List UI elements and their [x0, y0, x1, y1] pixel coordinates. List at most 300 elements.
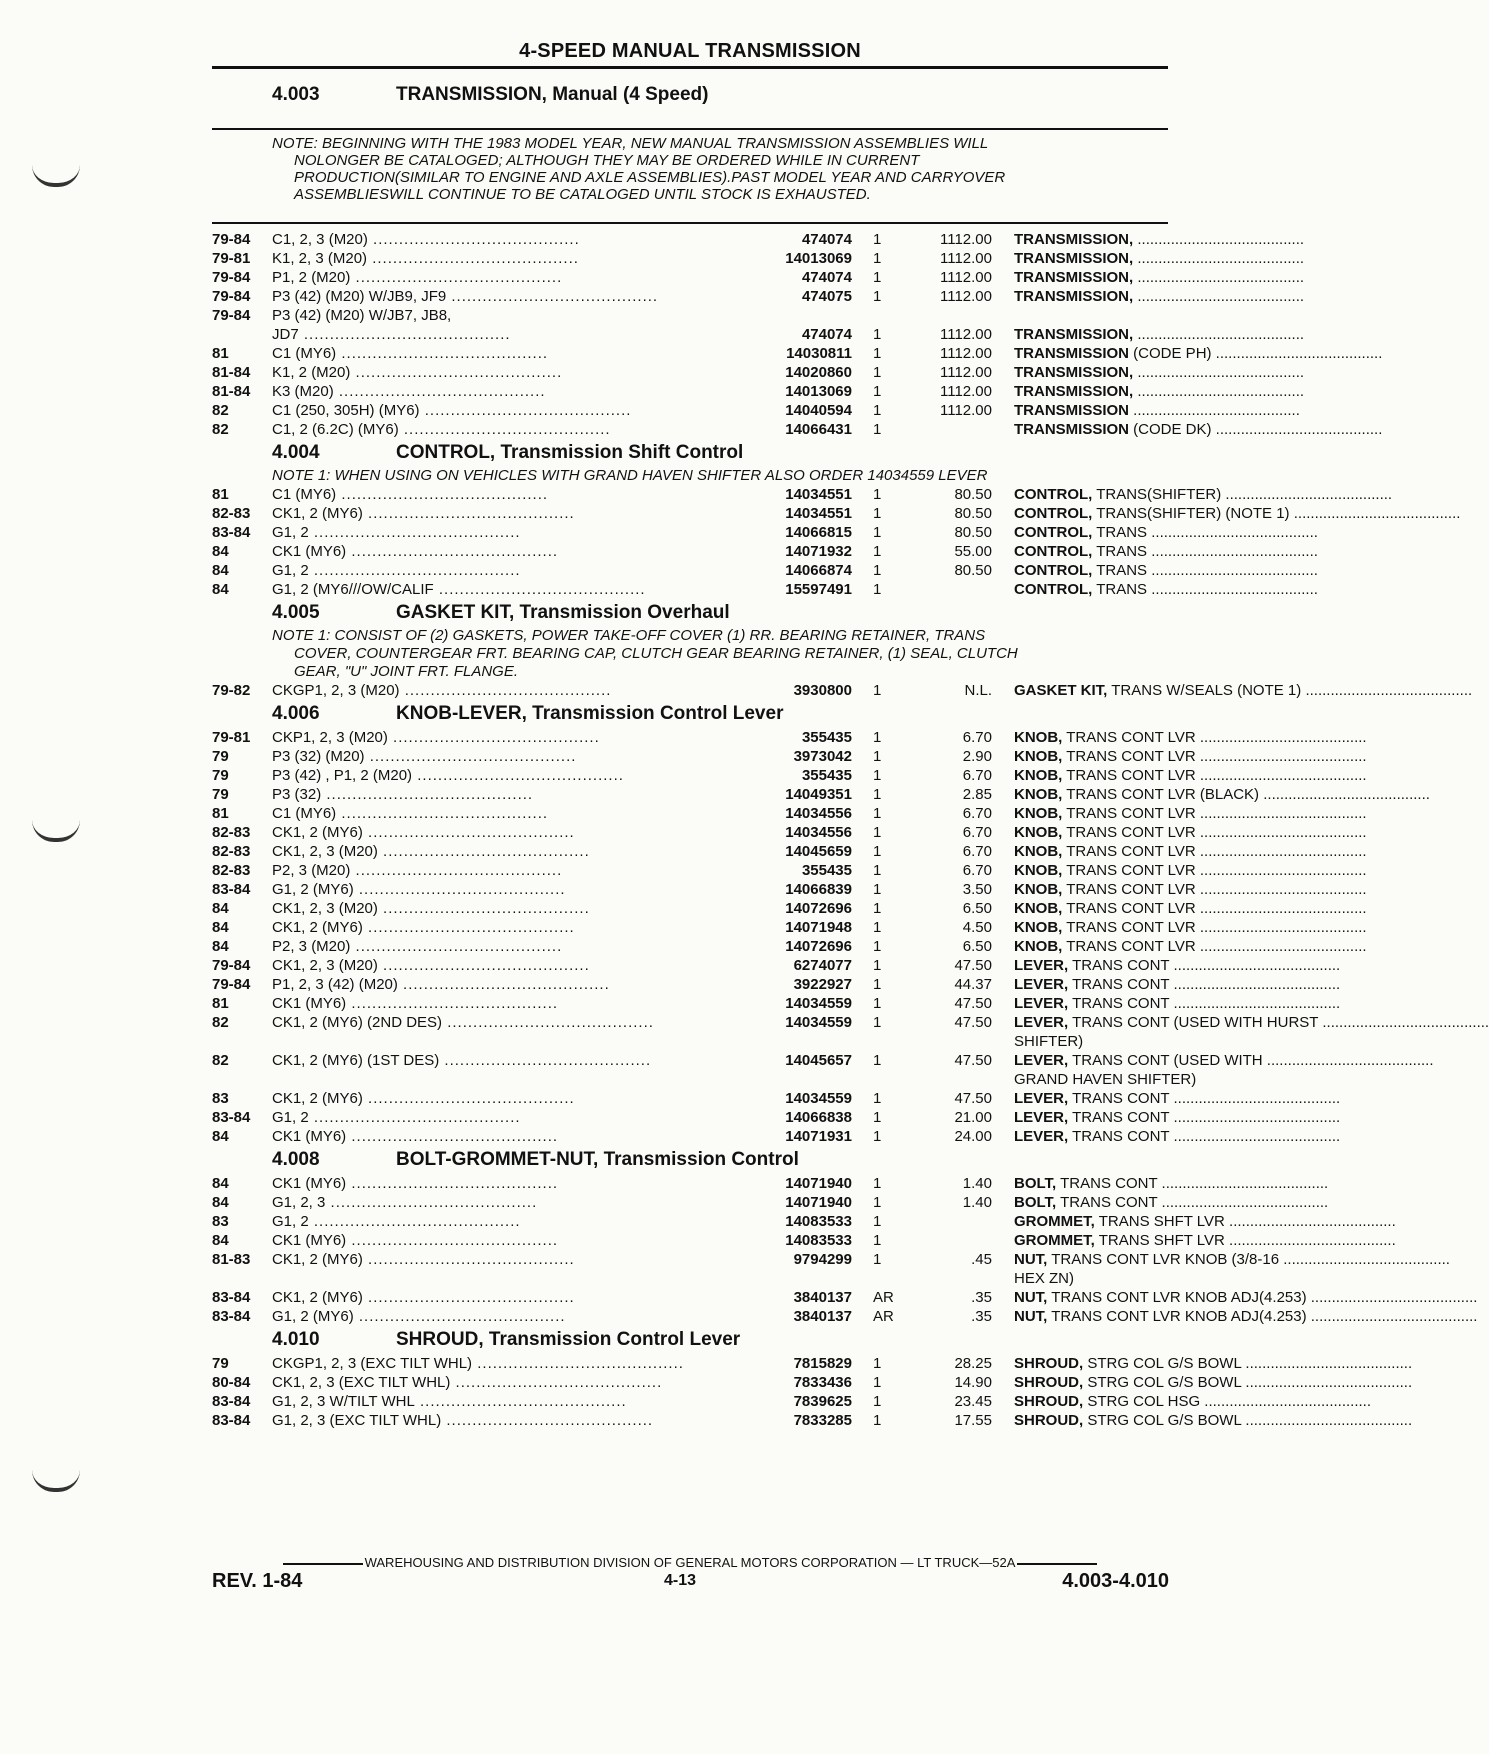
price: 1112.00 — [940, 231, 992, 248]
quantity: 1 — [873, 824, 882, 841]
leader-dots: ........................................ — [1262, 1052, 1434, 1069]
leader-dots: ........................................ — [1169, 1090, 1341, 1107]
leader-dots: ........................................ — [1147, 524, 1318, 541]
model-cell — [272, 1174, 752, 1193]
model-text: K3 (M20) — [272, 383, 334, 400]
model-cell — [272, 956, 752, 975]
leader-dots: ........................................ — [1306, 1289, 1478, 1306]
model-cell — [272, 420, 752, 439]
description — [1014, 561, 1376, 580]
quantity: 1 — [873, 767, 882, 784]
model-text: G1, 2 — [272, 562, 309, 579]
quantity: 1 — [873, 1251, 882, 1268]
description — [1014, 1089, 1376, 1108]
price: 1112.00 — [940, 250, 992, 267]
description — [1014, 542, 1376, 561]
table-row — [212, 823, 1367, 842]
description — [1014, 363, 1376, 382]
quantity: 1 — [873, 957, 882, 974]
part-detail: TRANS CONT (USED WITH HURST — [1068, 1014, 1319, 1031]
quantity: 1 — [873, 805, 882, 822]
leader-dots: ........................................ — [1157, 1175, 1329, 1192]
model-text: CKGP1, 2, 3 (M20) — [272, 682, 400, 699]
model-year: 82-83 — [212, 843, 251, 860]
price: 44.37 — [954, 976, 992, 993]
part-number: 14066838 — [785, 1109, 852, 1126]
quantity: 1 — [873, 1393, 882, 1410]
model-text: CK1 (MY6) — [272, 543, 347, 560]
model-text: P3 (42) , P1, 2 (M20) — [272, 767, 413, 784]
leader-dots: ........................................ — [1301, 682, 1473, 699]
description — [1014, 1250, 1450, 1269]
model-year: 83-84 — [212, 881, 251, 898]
description — [1014, 1127, 1376, 1146]
table-row — [212, 747, 1367, 766]
part-number: 14045657 — [785, 1052, 852, 1069]
part-detail: TRANS CONT — [1068, 1128, 1170, 1145]
model-text: G1, 2 — [272, 1213, 309, 1230]
leader-dots: ........................................ — [1241, 1355, 1413, 1372]
part-number: 14034556 — [785, 824, 852, 841]
leader-dots: ........................................ — [1195, 824, 1367, 841]
table-row — [212, 1089, 1341, 1108]
model-year: 84 — [212, 1194, 229, 1211]
part-number: 3840137 — [793, 1289, 852, 1306]
table-row — [212, 1231, 1396, 1250]
model-cell — [272, 363, 752, 382]
description — [1014, 1108, 1376, 1127]
description — [1014, 1269, 1376, 1288]
part-detail: TRANS W/SEALS (NOTE 1) — [1107, 682, 1302, 699]
model-year: 79-84 — [212, 976, 251, 993]
subsection-title: CONTROL, Transmission Shift Control — [396, 442, 744, 463]
price: 47.50 — [954, 957, 992, 974]
part-detail: TRANS CONT LVR — [1062, 881, 1196, 898]
part-detail: STRG COL G/S BOWL — [1083, 1374, 1242, 1391]
description — [1014, 766, 1376, 785]
model-cell — [272, 918, 752, 937]
quantity: 1 — [873, 402, 882, 419]
price: 55.00 — [954, 543, 992, 560]
quantity: 1 — [873, 1090, 882, 1107]
table-row — [212, 1307, 1478, 1326]
table-row — [212, 306, 1172, 325]
quantity: 1 — [873, 1194, 882, 1211]
quantity: 1 — [873, 231, 882, 248]
quantity: 1 — [873, 729, 882, 746]
description — [1014, 485, 1393, 504]
subsection-number: 4.008 — [272, 1149, 320, 1170]
part-number: 14083533 — [785, 1232, 852, 1249]
part-number: 3973042 — [793, 748, 852, 765]
model-cell — [272, 1288, 752, 1307]
quantity: 1 — [873, 919, 882, 936]
description — [1014, 804, 1376, 823]
leader-dots: ........................................ — [419, 402, 632, 419]
model-text: CK1, 2, 3 (M20) — [272, 957, 378, 974]
price: 14.90 — [954, 1374, 992, 1391]
model-year: 83-84 — [212, 524, 251, 541]
quantity: 1 — [873, 524, 882, 541]
model-text: C1, 2, 3 (M20) — [272, 231, 368, 248]
quantity: 1 — [873, 269, 882, 286]
leader-dots: ........................................ — [353, 1308, 566, 1325]
model-cell — [272, 728, 752, 747]
model-cell — [272, 485, 752, 504]
model-cell — [272, 287, 752, 306]
subsection-number: 4.004 — [272, 442, 320, 463]
leader-dots: ........................................ — [1169, 976, 1341, 993]
quantity: 1 — [873, 421, 882, 438]
leader-dots: ........................................ — [1195, 919, 1367, 936]
leader-dots: ........................................ — [1169, 957, 1341, 974]
description — [1014, 975, 1376, 994]
section-note — [272, 135, 1172, 203]
leader-dots: ........................................ — [346, 1232, 559, 1249]
table-row — [212, 580, 1318, 599]
part-name: SHROUD, — [1014, 1412, 1084, 1429]
model-text: P3 (42) (M20) W/JB9, JF9 — [272, 288, 447, 305]
note-rule — [212, 222, 1168, 224]
leader-dots: ........................................ — [350, 938, 563, 955]
leader-dots: ........................................ — [1259, 786, 1430, 803]
part-name: TRANSMISSION, — [1014, 383, 1134, 400]
leader-dots: ........................................ — [1157, 1194, 1329, 1211]
part-name: LEVER, — [1014, 1109, 1069, 1126]
part-name: LEVER, — [1014, 1014, 1069, 1031]
model-year: 81 — [212, 345, 229, 362]
price: 1112.00 — [940, 326, 992, 343]
model-year: 79 — [212, 786, 229, 803]
model-cell — [272, 861, 752, 880]
leader-dots: ........................................ — [377, 843, 590, 860]
model-year: 82 — [212, 402, 229, 419]
leader-dots: ........................................ — [442, 1014, 654, 1031]
part-name: LEVER, — [1014, 957, 1069, 974]
model-year: 79-84 — [212, 231, 251, 248]
model-text: P3 (32) — [272, 786, 322, 803]
model-year: 81 — [212, 805, 229, 822]
description — [1014, 823, 1376, 842]
part-number: 3840137 — [793, 1308, 852, 1325]
description — [1014, 861, 1376, 880]
part-name: TRANSMISSION, — [1014, 364, 1134, 381]
leader-dots: ........................................ — [353, 881, 566, 898]
model-text: G1, 2 (MY6///OW/CALIF — [272, 581, 434, 598]
model-cell — [272, 1354, 752, 1373]
leader-dots: ........................................ — [1241, 1412, 1413, 1429]
quantity: 1 — [873, 581, 882, 598]
quantity: 1 — [873, 786, 882, 803]
part-name: GROMMET, — [1014, 1232, 1095, 1249]
table-row — [212, 1212, 1396, 1231]
part-number: 14034559 — [785, 1090, 852, 1107]
quantity: 1 — [873, 862, 882, 879]
part-name: KNOB, — [1014, 938, 1063, 955]
description — [1014, 268, 1376, 287]
subsection-title: BOLT-GROMMET-NUT, Transmission Control — [396, 1149, 799, 1170]
subsection-title: SHROUD, Transmission Control Lever — [396, 1329, 741, 1350]
subsection-header — [212, 700, 1172, 728]
part-detail: TRANS(SHIFTER) (NOTE 1) — [1092, 505, 1290, 522]
note-line: GEAR, "U" JOINT FRT. FLANGE. — [294, 663, 519, 680]
leader-dots: ........................................ — [336, 486, 549, 503]
part-name: TRANSMISSION — [1014, 402, 1130, 419]
leader-dots: ........................................ — [1129, 402, 1300, 419]
part-name: SHROUD, — [1014, 1355, 1084, 1372]
part-number: 355435 — [801, 729, 852, 746]
part-detail: TRANS CONT LVR — [1062, 938, 1196, 955]
model-text: K1, 2, 3 (M20) — [272, 250, 368, 267]
part-detail: TRANS CONT — [1068, 1090, 1170, 1107]
leader-dots: ........................................ — [1200, 1393, 1372, 1410]
subsection-number: 4.010 — [272, 1329, 320, 1350]
price: 80.50 — [954, 486, 992, 503]
model-year: 81-84 — [212, 383, 251, 400]
model-year: 84 — [212, 919, 229, 936]
model-text: CK1, 2, 3 (EXC TILT WHL) — [272, 1374, 451, 1391]
model-cell — [272, 1212, 752, 1231]
model-cell — [272, 1127, 752, 1146]
model-year: 84 — [212, 1175, 229, 1192]
leader-dots: ........................................ — [1133, 364, 1305, 381]
model-text: P1, 2, 3 (42) (M20) — [272, 976, 398, 993]
leader-dots: ........................................ — [1133, 383, 1305, 400]
subsection-number: 4.005 — [272, 602, 320, 623]
leader-dots: ........................................ — [308, 524, 521, 541]
note-line: NOTE: BEGINNING WITH THE 1983 MODEL YEAR, NEW MANUAL TRANSMISSION ASSEMBLIES WILL — [272, 135, 989, 152]
price: 17.55 — [954, 1412, 992, 1429]
quantity: 1 — [873, 562, 882, 579]
part-detail: TRANS CONT LVR — [1062, 805, 1196, 822]
table-row — [212, 956, 1341, 975]
part-detail: TRANS CONT — [1068, 976, 1170, 993]
leader-dots: ........................................ — [346, 1128, 559, 1145]
model-year: 83-84 — [212, 1412, 251, 1429]
price: .45 — [971, 1251, 992, 1268]
model-cell — [272, 542, 752, 561]
model-text: CK1 (MY6) — [272, 1175, 347, 1192]
leader-dots: ........................................ — [387, 729, 600, 746]
model-cell — [272, 994, 752, 1013]
quantity: 1 — [873, 1412, 882, 1429]
model-cell — [272, 1250, 752, 1269]
part-detail: TRANS — [1092, 524, 1148, 541]
part-name: NUT, — [1014, 1251, 1048, 1268]
subsection-title: GASKET KIT, Transmission Overhaul — [396, 602, 730, 623]
model-cell — [272, 766, 752, 785]
table-row — [212, 1108, 1341, 1127]
table-row — [212, 230, 1305, 249]
model-text: C1 (MY6) — [272, 486, 337, 503]
price: .35 — [971, 1289, 992, 1306]
model-year: 82 — [212, 1014, 229, 1031]
price: 47.50 — [954, 1014, 992, 1031]
description — [1014, 382, 1376, 401]
part-detail: TRANS CONT — [1068, 957, 1170, 974]
note-line: COVER, COUNTERGEAR FRT. BEARING CAP, CLUTCH GEAR BEARING RETAINER, (1) SEAL, CLUTCH — [294, 645, 1018, 662]
part-number: 355435 — [801, 862, 852, 879]
part-number: 474074 — [801, 231, 852, 248]
table-row — [212, 681, 1473, 700]
description — [1014, 937, 1376, 956]
quantity: 1 — [873, 1175, 882, 1192]
description — [1014, 1288, 1478, 1307]
leader-dots: ........................................ — [1147, 562, 1318, 579]
binder-hole — [32, 165, 80, 187]
leader-dots: ........................................ — [1169, 1128, 1341, 1145]
model-year: 83-84 — [212, 1289, 251, 1306]
model-text: CK1, 2 (MY6) — [272, 1289, 363, 1306]
model-text: JD7 — [272, 326, 299, 343]
model-cell — [272, 975, 752, 994]
leader-dots: ........................................ — [1169, 1109, 1341, 1126]
price: 6.70 — [962, 824, 992, 841]
table-row — [212, 766, 1367, 785]
note-line: NOTE 1: CONSIST OF (2) GASKETS, POWER TAKE-OFF COVER (1) RR. BEARING RETAINER, TRANS — [272, 627, 986, 644]
subsection-header — [212, 1146, 1172, 1174]
part-detail: STRG COL G/S BOWL — [1083, 1355, 1242, 1372]
model-text: G1, 2, 3 W/TILT WHL — [272, 1393, 415, 1410]
part-name: TRANSMISSION, — [1014, 250, 1134, 267]
leader-dots: ........................................ — [1224, 1232, 1396, 1249]
model-text: CK1 (MY6) — [272, 1128, 347, 1145]
price: 1112.00 — [940, 383, 992, 400]
model-cell — [272, 504, 752, 523]
price: 6.50 — [962, 900, 992, 917]
part-detail: TRANS CONT LVR KNOB ADJ(4.253) — [1047, 1289, 1307, 1306]
part-name: TRANSMISSION — [1014, 421, 1130, 438]
price: 80.50 — [954, 505, 992, 522]
quantity: 1 — [873, 1374, 882, 1391]
model-text: C1 (MY6) — [272, 805, 337, 822]
leader-dots: ........................................ — [377, 900, 590, 917]
model-cell — [272, 1307, 752, 1326]
model-text: K1, 2 (M20) — [272, 364, 351, 381]
part-detail: TRANS — [1092, 562, 1148, 579]
description — [1014, 401, 1376, 420]
leader-dots: ........................................ — [1318, 1014, 1489, 1031]
part-number: 6274077 — [793, 957, 852, 974]
leader-dots: ........................................ — [1195, 729, 1367, 746]
description — [1014, 1174, 1376, 1193]
part-number: 14066839 — [785, 881, 852, 898]
part-name: BOLT, — [1014, 1175, 1057, 1192]
part-name: CONTROL, — [1014, 486, 1093, 503]
model-cell — [272, 382, 752, 401]
model-cell — [272, 1231, 752, 1250]
leader-dots: ........................................ — [346, 995, 559, 1012]
model-year: 83 — [212, 1213, 229, 1230]
model-year: 81 — [212, 486, 229, 503]
price: .35 — [971, 1308, 992, 1325]
model-text: G1, 2, 3 (EXC TILT WHL) — [272, 1412, 442, 1429]
table-row — [212, 842, 1367, 861]
quantity: 1 — [873, 1052, 882, 1069]
quantity: 1 — [873, 1109, 882, 1126]
part-number: 14066431 — [785, 421, 852, 438]
price: 21.00 — [954, 1109, 992, 1126]
part-detail: STRG COL HSG — [1083, 1393, 1201, 1410]
leader-dots: ........................................ — [1195, 900, 1367, 917]
quantity: 1 — [873, 1128, 882, 1145]
part-detail: TRANS CONT LVR KNOB ADJ(4.253) — [1047, 1308, 1307, 1325]
part-detail: TRANS CONT — [1068, 995, 1170, 1012]
model-text: C1 (250, 305H) (MY6) — [272, 402, 420, 419]
leader-dots: ........................................ — [325, 1194, 538, 1211]
model-cell — [272, 937, 752, 956]
description — [1014, 1392, 1376, 1411]
leader-dots: ........................................ — [472, 1355, 684, 1372]
part-name: KNOB, — [1014, 824, 1063, 841]
description — [1014, 1193, 1376, 1212]
price: 28.25 — [954, 1355, 992, 1372]
table-row — [212, 880, 1367, 899]
model-cell — [272, 1193, 752, 1212]
price: 80.50 — [954, 524, 992, 541]
price: 1112.00 — [940, 288, 992, 305]
model-cell — [272, 785, 752, 804]
part-number: 14030811 — [786, 345, 852, 362]
part-detail: SHIFTER) — [1014, 1033, 1084, 1050]
model-cell — [272, 747, 752, 766]
model-year: 81-84 — [212, 364, 251, 381]
part-detail: TRANS — [1092, 543, 1148, 560]
price: 47.50 — [954, 1090, 992, 1107]
model-year: 79 — [212, 748, 229, 765]
part-detail: GRAND HAVEN SHIFTER) — [1014, 1071, 1197, 1088]
leader-dots: ........................................ — [1241, 1374, 1413, 1391]
model-year: 84 — [212, 562, 229, 579]
model-cell — [272, 580, 752, 599]
model-text: CKGP1, 2, 3 (EXC TILT WHL) — [272, 1355, 473, 1372]
model-year: 79 — [212, 767, 229, 784]
description — [1014, 504, 1461, 523]
binder-hole — [32, 820, 80, 842]
part-name: GROMMET, — [1014, 1213, 1095, 1230]
model-text: P3 (42) (M20) W/JB7, JB8, — [272, 307, 452, 324]
model-text: CK1, 2 (MY6) — [272, 919, 363, 936]
model-year: 84 — [212, 1128, 229, 1145]
part-number: 9794299 — [793, 1251, 852, 1268]
quantity: 1 — [873, 938, 882, 955]
footer-division-text: WAREHOUSING AND DISTRIBUTION DIVISION OF GENERAL MOTORS CORPORATION — LT TRUCK—52A — [364, 1555, 1016, 1570]
parts-list — [212, 230, 1489, 1430]
part-detail: TRANS SHFT LVR — [1094, 1213, 1225, 1230]
part-name: TRANSMISSION, — [1014, 326, 1134, 343]
description — [1014, 230, 1376, 249]
part-number: 14049351 — [785, 786, 852, 803]
part-detail: TRANS CONT — [1056, 1175, 1158, 1192]
quantity: 1 — [873, 543, 882, 560]
description — [1014, 1354, 1413, 1373]
subsection-note — [212, 627, 1172, 681]
part-number: 3922927 — [793, 976, 852, 993]
price: 47.50 — [954, 995, 992, 1012]
table-row — [212, 1392, 1372, 1411]
leader-dots: ........................................ — [367, 250, 579, 267]
part-detail: TRANS — [1092, 581, 1148, 598]
price: 6.70 — [962, 862, 992, 879]
model-year: 79-84 — [212, 288, 251, 305]
model-year: 81 — [212, 995, 229, 1012]
model-year: 84 — [212, 1232, 229, 1249]
price: 6.70 — [962, 767, 992, 784]
model-year: 84 — [212, 543, 229, 560]
part-number: 3930800 — [793, 682, 852, 699]
model-year: 79-81 — [212, 250, 251, 267]
price: 6.70 — [962, 805, 992, 822]
